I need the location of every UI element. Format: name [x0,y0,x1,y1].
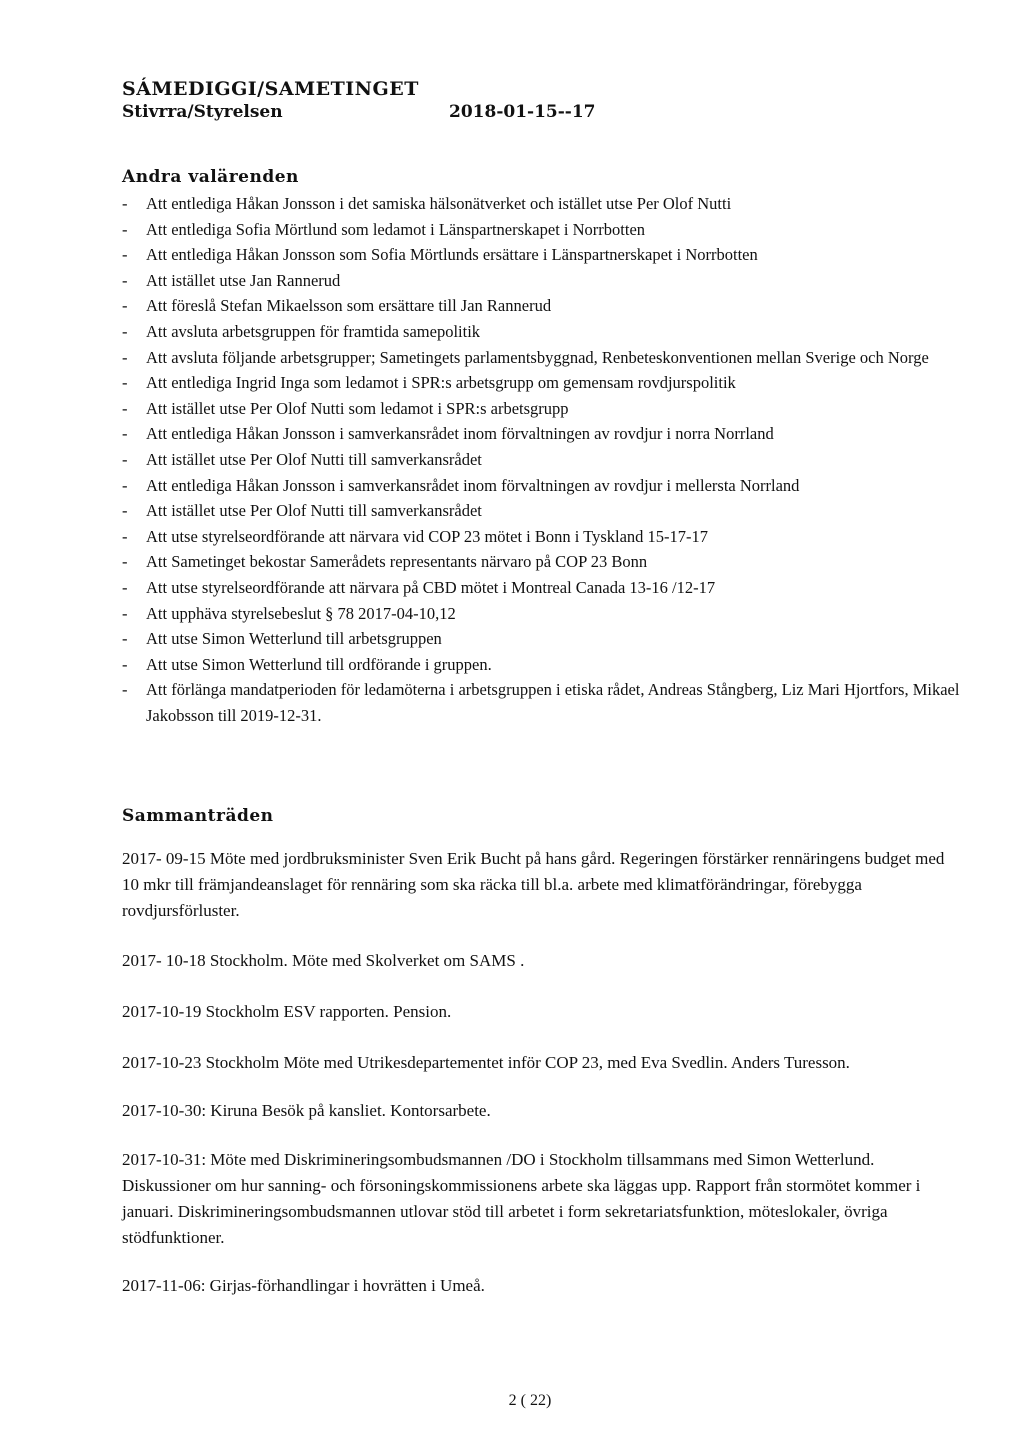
page-number: 2 ( 22) [508,1392,552,1409]
list-item: - Att entlediga Håkan Jonsson som Sofia Mörtlunds ersättare i Länspartnerskapet i Norrbotten [122,242,962,268]
dash-bullet: - [122,347,128,367]
decisions-list [122,191,962,728]
list-item: - Att utse styrelseordförande att närvara vid COP 23 mötet i Bonn i Tyskland 15-17-17 [122,524,962,550]
organization-name: SÁMEDIGGI/SAMETINGET [122,78,419,100]
list-item: - Att istället utse Per Olof Nutti till samverkansrådet [122,498,962,524]
dash-bullet: - [122,501,128,521]
dash-bullet: - [122,398,128,418]
dash-bullet: - [122,321,128,341]
meeting-date: 2018-01-15--17 [449,102,596,122]
header-subline [122,102,596,128]
section-title-sammantraden: Sammanträden [122,806,274,826]
dash-bullet: - [122,245,128,265]
dash-bullet: - [122,373,128,393]
meeting-entry: 2017-11-06: Girjas-förhandlingar i hovrätten i Umeå. [122,1276,485,1295]
dash-bullet: - [122,219,128,239]
list-item: - Att istället utse Per Olof Nutti som ledamot i SPR:s arbetsgrupp [122,396,962,422]
list-item: - Att förlänga mandatperioden för ledamöterna i arbetsgruppen i etiska rådet, Andreas Stångberg, Liz Mari Hjortfors, Mikael Jakobsson till 2019-12-31. [122,677,962,728]
list-item: - Att avsluta arbetsgruppen för framtida samepolitik [122,319,962,345]
dash-bullet: - [122,475,128,495]
list-item: - Att istället utse Per Olof Nutti till samverkansrådet [122,447,962,473]
document-header [122,78,596,128]
list-item: - Att entlediga Ingrid Inga som ledamot i SPR:s arbetsgrupp om gemensam rovdjurspolitik [122,370,962,396]
meeting-entry: 2017- 10-18 Stockholm. Möte med Skolverket om SAMS . [122,951,525,970]
list-item: - Att Sametinget bekostar Samerådets representants närvaro på COP 23 Bonn [122,549,962,575]
dash-bullet: - [122,654,128,674]
dash-bullet: - [122,424,128,444]
list-item: - Att entlediga Sofia Mörtlund som ledamot i Länspartnerskapet i Norrbotten [122,217,962,243]
list-item: - Att avsluta följande arbetsgrupper; Sametingets parlamentsbyggnad, Renbeteskonventionen mellan Sverige och Norge [122,345,962,371]
board-name: Stivrra/Styrelsen [122,102,283,122]
dash-bullet: - [122,577,128,597]
dash-bullet: - [122,194,128,213]
meeting-entry: 2017- 09-15 Möte med jordbruksminister Sven Erik Bucht på hans gård. Regeringen förstärker rennäringens budget med 10 mkr till främjandeanslaget för rennäring som ska räcka till bl.a. arbete med klimatförändringar, förebygga rovdjursförluster. [122,849,945,920]
dash-bullet: - [122,629,128,649]
meeting-entry: 2017-10-30: Kiruna Besök på kansliet. Kontorsarbete. [122,1101,491,1120]
meetings-list [122,846,962,1299]
list-item: - Att utse styrelseordförande att närvara på CBD mötet i Montreal Canada 13-16 /12-17 [122,575,962,601]
meeting-entry: 2017-10-31: Möte med Diskrimineringsombudsmannen /DO i Stockholm tillsammans med Simon Wetterlund. Diskussioner om hur sanning- och försoningskommissionens arbete ska läggas upp. Rapport från stormötet kommer i januari. Diskrimineringsombudsmannen utlovar stöd till arbetet i form sekretariatsfunktion, möteslokaler, övriga stödfunktioner. [122,1150,921,1247]
page-footer [0,1392,1024,1410]
list-item: - Att utse Simon Wetterlund till arbetsgruppen [122,626,962,652]
list-item: - Att entlediga Håkan Jonsson i samverkansrådet inom förvaltningen av rovdjur i mellersta Norrland [122,473,962,499]
dash-bullet: - [122,603,128,623]
dash-bullet: - [122,526,128,546]
list-item: - Att utse Simon Wetterlund till ordförande i gruppen. [122,652,962,678]
dash-bullet: - [122,552,128,572]
dash-bullet: - [122,296,128,316]
list-item: - Att istället utse Jan Rannerud [122,268,962,294]
list-item: - Att föreslå Stefan Mikaelsson som ersättare till Jan Rannerud [122,293,962,319]
list-item: - Att entlediga Håkan Jonsson i det samiska hälsonätverket och istället utse Per Olof Nutti [122,191,962,217]
meeting-entry: 2017-10-23 Stockholm Möte med Utrikesdepartementet inför COP 23, med Eva Svedlin. Anders Turesson. [122,1053,850,1072]
section-title-andra-valarenden: Andra valärenden [122,167,299,187]
list-item: - Att entlediga Håkan Jonsson i samverkansrådet inom förvaltningen av rovdjur i norra Norrland [122,421,962,447]
list-item: - Att upphäva styrelsebeslut § 78 2017-04-10,12 [122,601,962,627]
dash-bullet: - [122,680,128,700]
dash-bullet: - [122,449,128,469]
meeting-entry: 2017-10-19 Stockholm ESV rapporten. Pension. [122,1002,452,1021]
dash-bullet: - [122,270,128,290]
